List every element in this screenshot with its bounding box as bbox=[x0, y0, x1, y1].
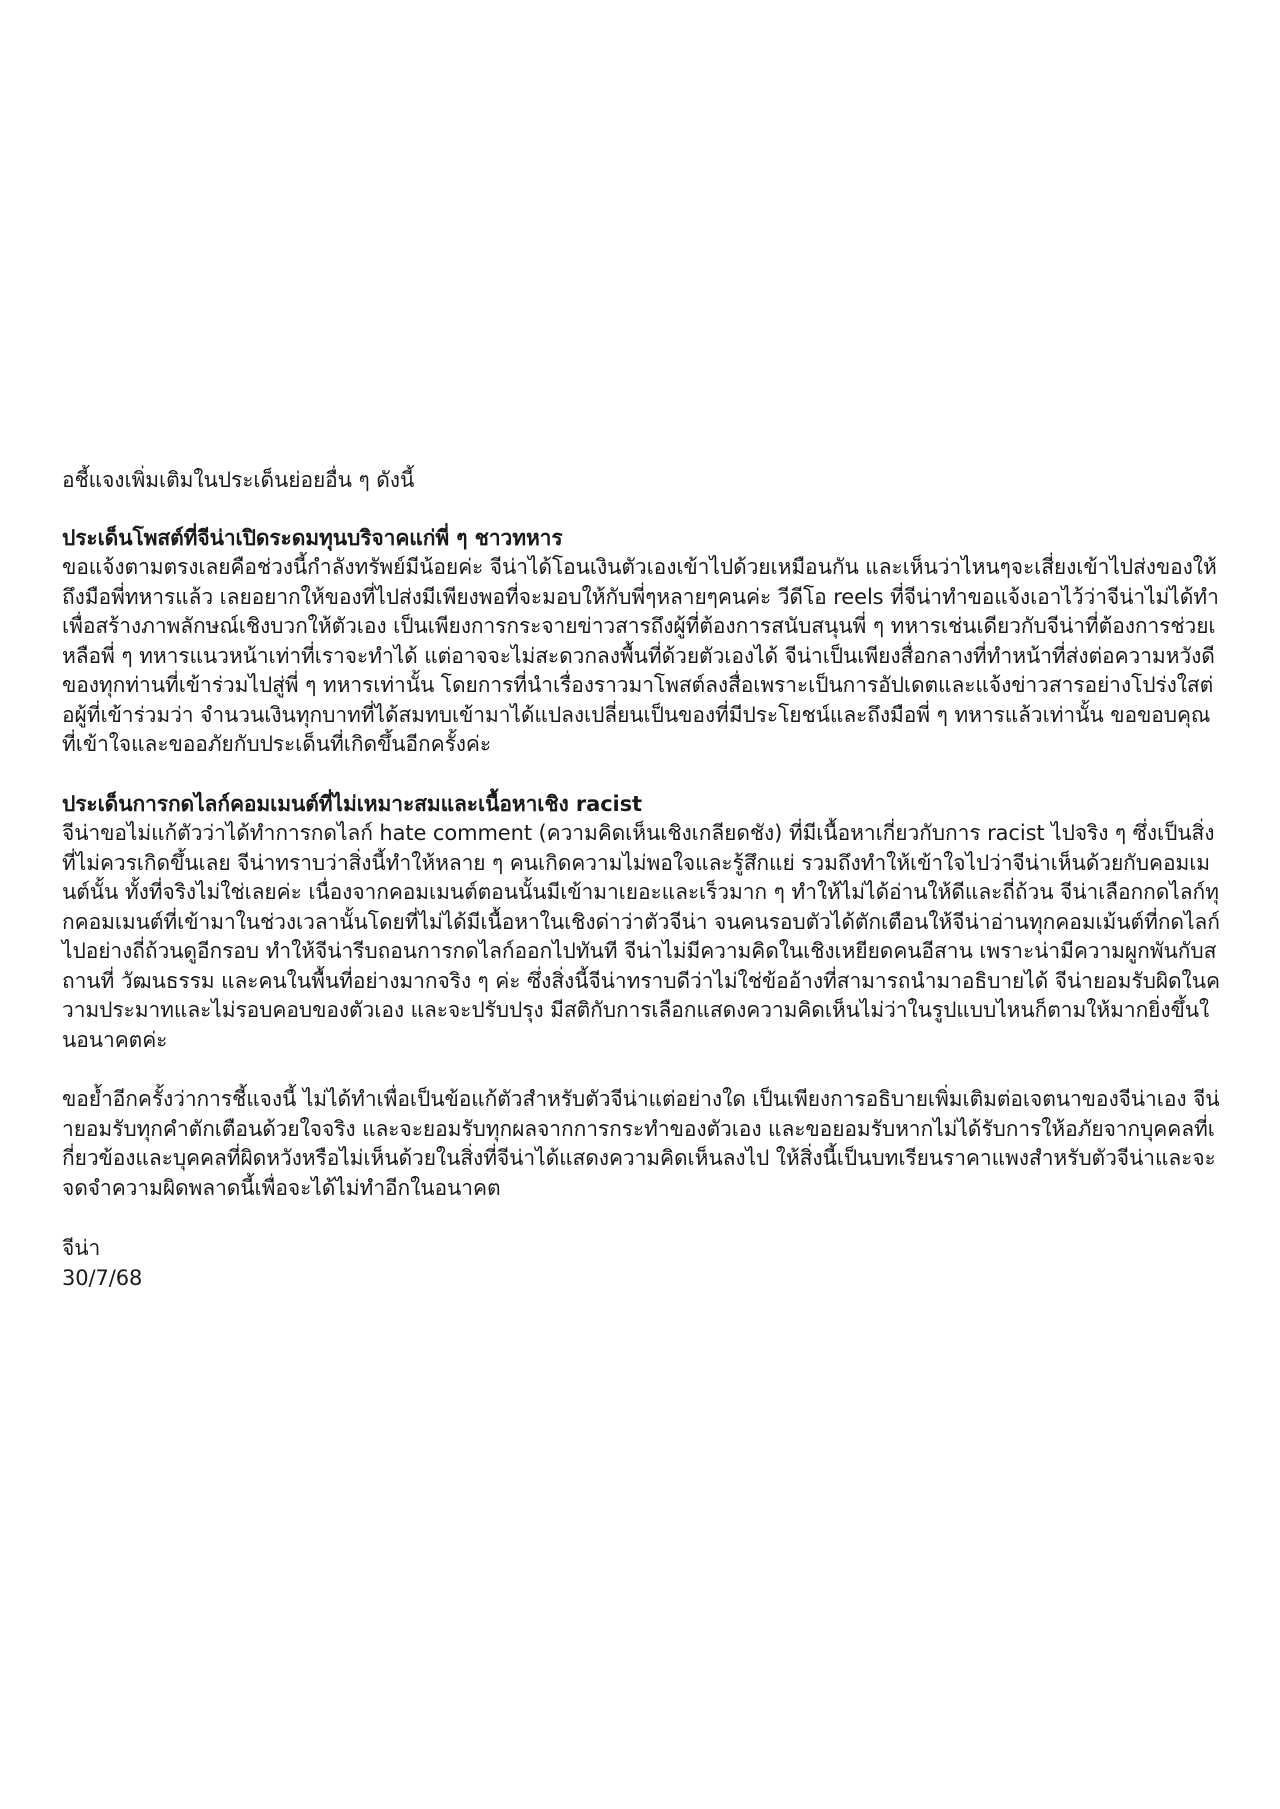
intro-line: อชี้แจงเพิ่มเติมในประเด็นย่อยอื่น ๆ ดังนี้ bbox=[62, 468, 415, 492]
section-heading-donation: ประเด็นโพสต์ที่จีน่าเปิดระดมทุนบริจาคแก่พี่ ๆ ชาวทหาร bbox=[62, 525, 563, 550]
section-heading-comment-like: ประเด็นการกดไลก์คอมเมนต์ที่ไม่เหมาะสมและเนื้อหาเชิง racist bbox=[62, 791, 642, 816]
signature-date: 30/7/68 bbox=[62, 1266, 143, 1290]
section-donation bbox=[62, 524, 1222, 760]
closing-paragraph bbox=[62, 1085, 1222, 1203]
closing-text: ขอย้ำอีกครั้งว่าการชี้แจงนี้ ไม่ได้ทำเพื่อเป็นข้อแก้ตัวสำหรับตัวจีน่าแต่อย่างใด เป็นเพียงการอธิบายเพิ่มเติมต่อเจตนาของจีน่าเอง จีน่ายอมรับทุกคำตักเตือนด้วยใจจริง และจะยอมรับทุกผลจากการกระทำของตัวเอง และขอยอมรับหากไม่ได้รับการให้อภัยจากบุคคลที่เกี่ยวข้องและบุคคลที่ผิดหวังหรือไม่เห็นด้วยในสิ่งที่จีน่าได้แสดงความคิดเห็นลงไป ให้สิ่งนี้เป็นบทเรียนราคาแพงสำหรับตัวจีน่าและจะจดจำความผิดพลาดนี้เพื่อจะได้ไม่ทำอีกในอนาคต bbox=[62, 1087, 1220, 1200]
section-body-donation: ขอแจ้งตามตรงเลยคือช่วงนี้กำลังทรัพย์มีน้อยค่ะ จีน่าได้โอนเงินตัวเองเข้าไปด้วยเหมือนกัน และเห็นว่าไหนๆจะเสี่ยงเข้าไปส่งของให้ถึงมือพี่ทหารแล้ว เลยอยากให้ของที่ไปส่งมีเพียงพอที่จะมอบให้กับพี่ๆหลายๆคนค่ะ วีดีโอ reels ที่จีน่าทำขอแจ้งเอาไว้ว่าจีน่าไม่ได้ทำเพื่อสร้างภาพลักษณ์เชิงบวกให้ตัวเอง เป็นเพียงการกระจายข่าวสารถึงผู้ที่ต้องการสนับสนุนพี่ ๆ ทหารเช่นเดียวกับจีน่าที่ต้องการช่วยเหลือพี่ ๆ ทหารแนวหน้าเท่าที่เราจะทำได้ แต่อาจจะไม่สะดวกลงพื้นที่ด้วยตัวเองได้ จีน่าเป็นเพียงสื่อกลางที่ทำหน้าที่ส่งต่อความหวังดีของทุกท่านที่เข้าร่วมไปสู่พี่ ๆ ทหารเท่านั้น โดยการที่นำเรื่องราวมาโพสต์ลงสื่อเพราะเป็นการอัปเดตและแจ้งข่าวสารอย่างโปร่งใสต่อผู้ที่เข้าร่วมว่า จำนวนเงินทุกบาทที่ได้สมทบเข้ามาได้แปลงเปลี่ยนเป็นของที่มีประโยชน์และถึงมือพี่ ๆ ทหารแล้วเท่านั้น ขอขอบคุณที่เข้าใจและขออภัยกับประเด็นที่เกิดขึ้นอีกครั้งค่ะ bbox=[62, 555, 1219, 756]
signature-block bbox=[62, 1233, 1222, 1293]
section-body-comment-like: จีน่าขอไม่แก้ตัวว่าได้ทำการกดไลก์ hate comment (ความคิดเห็นเชิงเกลียดชัง) ที่มีเนื้อหาเกี่ยวกับการ racist ไปจริง ๆ ซึ่งเป็นสิ่งที่ไม่ควรเกิดขึ้นเลย จีน่าทราบว่าสิ่งนี้ทำให้หลาย ๆ คนเกิดความไม่พอใจและรู้สึกแย่ รวมถึงทำให้เข้าใจไปว่าจีน่าเห็นด้วยกับคอมเมนต์นั้น ทั้งที่จริงไม่ใช่เลยค่ะ เนื่องจากคอมเมนต์ตอนนั้นมีเข้ามาเยอะและเร็วมาก ๆ ทำให้ไม่ได้อ่านให้ดีและถี่ถ้วน จีน่าเลือกกดไลก์ทุกคอมเมนต์ที่เข้ามาในช่วงเวลานั้นโดยที่ไม่ได้มีเนื้อหาในเชิงด่าว่าตัวจีน่า จนคนรอบตัวได้ตักเตือนให้จีน่าอ่านทุกคอมเม้นต์ที่กดไลก์ไปอย่างถี่ถ้วนดูอีกรอบ ทำให้จีน่ารีบถอนการกดไลก์ออกไปทันที จีน่าไม่มีความคิดในเชิงเหยียดคนอีสาน เพราะน่ามีความผูกพันกับสถานที่ วัฒนธรรม และคนในพื้นที่อย่างมากจริง ๆ ค่ะ ซึ่งสิ่งนี้จีน่าทราบดีว่าไม่ใช่ข้ออ้างที่สามารถนำมาอธิบายได้ จีน่ายอมรับผิดในความประมาทและไม่รอบคอบของตัวเอง และจะปรับปรุง มีสติกับการเลือกแสดงความคิดเห็นไม่ว่าในรูปแบบไหนก็ตามให้มากยิ่งขึ้นในอนาคตค่ะ bbox=[62, 821, 1220, 1052]
section-comment-like bbox=[62, 790, 1222, 1056]
statement-body bbox=[62, 466, 1222, 1293]
signature-name: จีน่า bbox=[62, 1236, 101, 1260]
